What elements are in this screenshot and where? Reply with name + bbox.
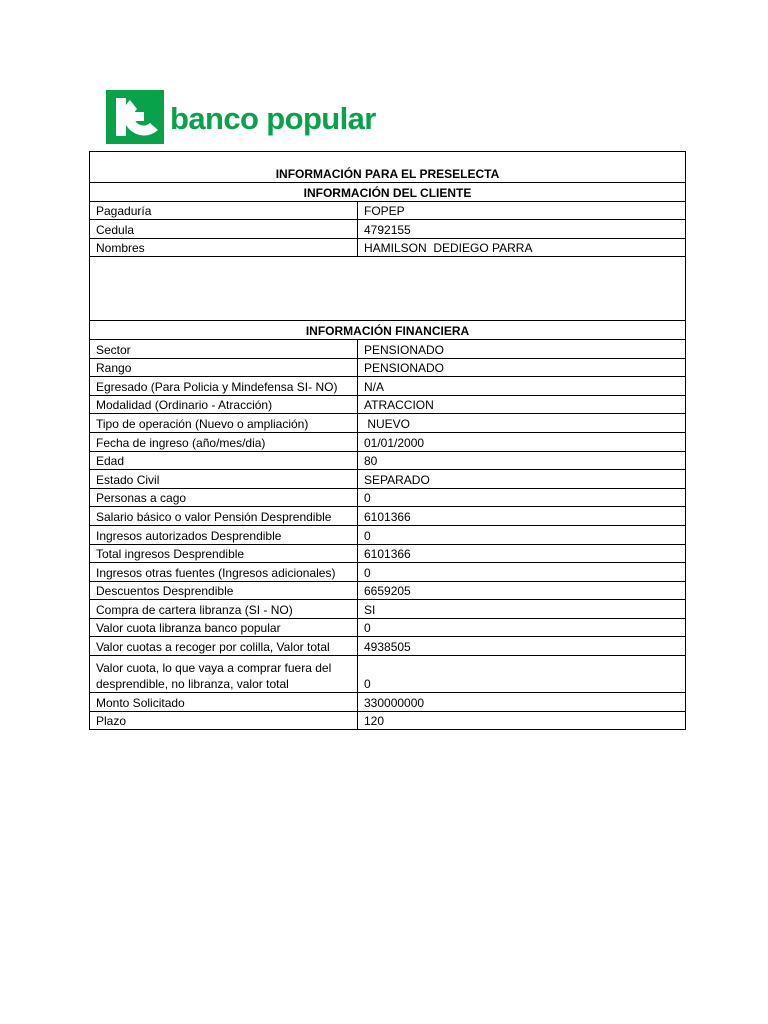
table-row [90, 525, 686, 544]
field-label: Compra de cartera libranza (SI - NO) [90, 600, 358, 619]
field-value: 330000000 [358, 693, 686, 712]
field-value: 6101366 [358, 507, 686, 526]
field-label: Modalidad (Ordinario - Atracción) [90, 395, 358, 414]
field-label: Sector [90, 339, 358, 358]
client-header-row [90, 183, 686, 202]
field-value: NUEVO [358, 414, 686, 433]
banco-popular-logo-icon [106, 90, 164, 144]
table-row [90, 563, 686, 582]
field-label: Valor cuota, lo que vaya a comprar fuera del desprendible, no libranza, valor total [90, 656, 358, 693]
table-row [90, 600, 686, 619]
field-value: PENSIONADO [358, 339, 686, 358]
field-value: 0 [358, 618, 686, 637]
table-row [90, 618, 686, 637]
table-row [90, 507, 686, 526]
field-label: Salario básico o valor Pensión Desprendible [90, 507, 358, 526]
field-label: Descuentos Desprendible [90, 581, 358, 600]
field-label: Estado Civil [90, 470, 358, 489]
field-value: 6101366 [358, 544, 686, 563]
field-value: 0 [358, 563, 686, 582]
field-value: SEPARADO [358, 470, 686, 489]
blank-row [90, 257, 686, 321]
field-label: Plazo [90, 711, 358, 730]
table-row [90, 377, 686, 396]
field-label: Ingresos otras fuentes (Ingresos adicionales) [90, 563, 358, 582]
table-row [90, 693, 686, 712]
table-row [90, 581, 686, 600]
field-value: 0 [358, 525, 686, 544]
field-label: Pagaduría [90, 201, 358, 220]
table-row [90, 488, 686, 507]
title-row [90, 152, 686, 183]
field-value: HAMILSON DEDIEGO PARRA [358, 238, 686, 257]
client-section-header: INFORMACIÓN DEL CLIENTE [90, 183, 686, 202]
table-row [90, 395, 686, 414]
table-row [90, 451, 686, 470]
table-row [90, 220, 686, 239]
field-value: ATRACCION [358, 395, 686, 414]
field-label: Edad [90, 451, 358, 470]
table-row [90, 358, 686, 377]
form-title: INFORMACIÓN PARA EL PRESELECTA [90, 152, 686, 183]
field-value: 6659205 [358, 581, 686, 600]
field-label: Fecha de ingreso (año/mes/dia) [90, 432, 358, 451]
field-label: Valor cuotas a recoger por colilla, Valor total [90, 637, 358, 656]
field-label: Nombres [90, 238, 358, 257]
field-label: Ingresos autorizados Desprendible [90, 525, 358, 544]
field-label: Monto Solicitado [90, 693, 358, 712]
empty-cell [90, 257, 686, 321]
table-row [90, 201, 686, 220]
table-row [90, 544, 686, 563]
preselecta-form-table [89, 151, 686, 730]
field-value: FOPEP [358, 201, 686, 220]
field-value: N/A [358, 377, 686, 396]
bank-logo [106, 90, 376, 144]
table-row [90, 656, 686, 693]
field-label: Personas a cago [90, 488, 358, 507]
field-value: 120 [358, 711, 686, 730]
table-row [90, 414, 686, 433]
table-row [90, 470, 686, 489]
field-value: 0 [358, 656, 686, 693]
field-value: 80 [358, 451, 686, 470]
field-value: 01/01/2000 [358, 432, 686, 451]
financial-header-row [90, 321, 686, 340]
financial-section-header: INFORMACIÓN FINANCIERA [90, 321, 686, 340]
table-row [90, 238, 686, 257]
field-value: SI [358, 600, 686, 619]
field-value: 4792155 [358, 220, 686, 239]
table-row [90, 711, 686, 730]
field-label: Egresado (Para Policia y Mindefensa SI- NO) [90, 377, 358, 396]
field-value: PENSIONADO [358, 358, 686, 377]
table-row [90, 637, 686, 656]
table-row [90, 432, 686, 451]
table-row [90, 339, 686, 358]
field-value: 4938505 [358, 637, 686, 656]
field-label: Tipo de operación (Nuevo o ampliación) [90, 414, 358, 433]
logo-text: banco popular [170, 100, 376, 136]
field-label: Total ingresos Desprendible [90, 544, 358, 563]
field-label: Cedula [90, 220, 358, 239]
field-label: Rango [90, 358, 358, 377]
field-label: Valor cuota libranza banco popular [90, 618, 358, 637]
field-value: 0 [358, 488, 686, 507]
